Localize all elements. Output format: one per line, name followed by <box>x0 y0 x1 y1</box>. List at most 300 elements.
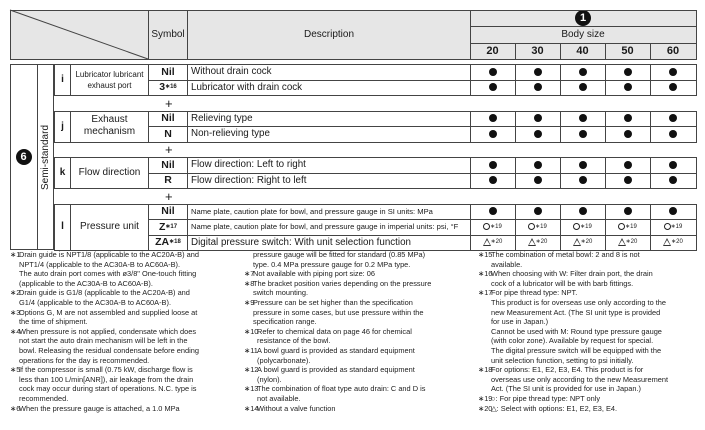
grid-line <box>470 157 471 188</box>
grid-line <box>148 235 697 236</box>
available-circle-icon <box>528 223 535 230</box>
footnote-line: A bowl guard is provided as standard equipment <box>257 345 415 355</box>
grid-line <box>605 111 606 142</box>
grid-line <box>560 64 561 95</box>
body-size-badge-cell <box>470 10 696 26</box>
availability-k-1-20 <box>470 173 515 189</box>
availability-k-1-50 <box>605 173 650 189</box>
footnote-line: the time of shipment. <box>19 317 88 327</box>
footnote <box>478 250 700 269</box>
body-size-30: 30 <box>531 45 544 57</box>
grid-line <box>696 157 697 188</box>
available-dot-icon <box>489 68 497 76</box>
footnote-line: pressure in some cases, but use pressure within the <box>253 307 424 317</box>
availability-i-0-30 <box>515 64 560 80</box>
symbol-k-0 <box>149 157 187 173</box>
symbol-code: Z <box>158 220 166 233</box>
available-dot-icon <box>489 83 497 91</box>
available-triangle-icon <box>663 238 671 246</box>
footnote-marker: ∗16 <box>478 269 493 279</box>
footnote-marker: ∗2 <box>10 288 21 298</box>
grid-line <box>187 204 188 251</box>
grid-line <box>10 10 11 59</box>
grid-line <box>148 111 149 142</box>
available-dot-icon <box>534 83 542 91</box>
available-dot-icon <box>669 68 677 76</box>
body-size-60: 60 <box>666 45 680 57</box>
body-size-20: 20 <box>486 45 499 57</box>
availability-l-2-30 <box>515 235 560 251</box>
footnote-line: When choosing with W: Filter drain port, the drain <box>491 269 653 279</box>
option-title-l: Pressure unit <box>80 220 139 232</box>
footnote-line: Drain guide is G1/8 (applicable to the AC20A-B) and <box>19 288 190 298</box>
description-i-1: Lubricator with drain cock <box>191 81 303 93</box>
availability-l-0-60 <box>650 204 696 220</box>
symbol-i-1 <box>149 80 187 96</box>
availability-i-1-60 <box>650 80 696 96</box>
footnote-line: Not available with piping port size: 06 <box>253 269 376 279</box>
footnote-line: (nylon). <box>257 374 282 384</box>
available-dot-icon <box>624 161 632 169</box>
footnote-marker: ∗7 <box>244 269 255 279</box>
grid-line <box>70 204 71 251</box>
availability-l-0-30 <box>515 204 560 220</box>
footnote-line: less than 100 L/min[ANR]), air leakage from the drain <box>19 374 194 384</box>
grid-line <box>470 204 471 251</box>
symbol-code: ZA <box>155 236 170 249</box>
group-separator-plus: + <box>165 142 173 157</box>
available-dot-icon <box>489 130 497 138</box>
availability-footnote-ref: ∗20 <box>580 239 593 246</box>
grid-line <box>54 142 697 143</box>
footnote-line: bowl. Releasing the residual condensate before ending <box>19 345 199 355</box>
footnote <box>10 308 236 327</box>
footnote-line: pressure gauge will be fitted for standard (0.85 MPa) <box>253 250 426 259</box>
availability-j-0-20 <box>470 111 515 127</box>
grid-line <box>54 204 55 251</box>
grid-line <box>148 204 149 251</box>
symbol-code: Nil <box>161 65 175 78</box>
grid-line <box>560 43 561 59</box>
availability-j-1-20 <box>470 126 515 142</box>
symbol-footnote-ref: ∗18 <box>169 239 181 246</box>
available-dot-icon <box>489 114 497 122</box>
footnote <box>244 269 470 279</box>
available-dot-icon <box>669 130 677 138</box>
grid-line <box>650 64 651 95</box>
footnote-line: (polycarbonate). <box>257 355 311 365</box>
grid-line <box>650 111 651 142</box>
footnote-line: Drain guide is NPT1/8 (applicable to the AC20A-B) and <box>19 250 199 259</box>
available-triangle-icon <box>483 238 491 246</box>
grid-line <box>148 10 149 59</box>
group-separator-plus: + <box>165 95 173 111</box>
grid-line <box>70 157 71 188</box>
footnote-marker: ∗11 <box>244 345 258 355</box>
grid-line <box>515 111 516 142</box>
footnote-marker: ∗18 <box>478 365 493 375</box>
available-dot-icon <box>534 114 542 122</box>
availability-k-0-20 <box>470 157 515 173</box>
symbol-code: Nil <box>161 112 175 125</box>
available-dot-icon <box>579 114 587 122</box>
available-circle-icon <box>664 223 671 230</box>
footnote-line: The combination of metal bowl: 2 and 8 is not <box>491 250 640 259</box>
footnote-marker: ∗10 <box>244 326 259 336</box>
option-title-j: Exhaust mechanism <box>83 114 136 137</box>
description-l-0: Name plate, caution plate for bowl, and pressure gauge in SI units: MPa <box>191 206 433 216</box>
symbol-code: N <box>164 127 172 140</box>
footnote-marker: ∗15 <box>478 250 493 259</box>
symbol-j-0 <box>149 111 187 127</box>
description-l-1: Name plate, caution plate for bowl, and pressure gauge in imperial units: psi, °F <box>191 222 459 232</box>
availability-i-0-60 <box>650 64 696 80</box>
grid-line <box>470 26 697 27</box>
grid-line <box>148 80 697 81</box>
availability-l-1-60 <box>650 219 696 235</box>
footnote-line: This product is for overseas use only according to the <box>491 297 667 307</box>
availability-l-1-50 <box>605 219 650 235</box>
footnote-line: (with color zone). Available by request for special. <box>491 336 654 346</box>
availability-l-2-20 <box>470 235 515 251</box>
available-dot-icon <box>579 176 587 184</box>
grid-line <box>560 204 561 251</box>
availability-i-0-40 <box>560 64 605 80</box>
available-dot-icon <box>669 176 677 184</box>
grid-line <box>54 64 697 65</box>
available-dot-icon <box>489 207 497 215</box>
section-label: Semi-standard <box>40 124 51 190</box>
footnote-line: for use in Japan.) <box>491 317 549 327</box>
availability-l-2-40 <box>560 235 605 251</box>
available-dot-icon <box>534 176 542 184</box>
footnote <box>244 384 470 403</box>
available-dot-icon <box>669 207 677 215</box>
grid-line <box>148 126 697 127</box>
description-i-0: Without drain cock <box>191 66 272 78</box>
available-dot-icon <box>579 68 587 76</box>
grid-line <box>470 64 471 95</box>
grid-line <box>515 64 516 95</box>
grid-line <box>650 204 651 251</box>
option-title-k: Flow direction <box>78 166 141 178</box>
grid-line <box>54 95 697 96</box>
description-header: Description <box>188 10 470 59</box>
grid-line <box>605 43 606 59</box>
grid-line <box>696 64 697 95</box>
availability-i-1-50 <box>605 80 650 96</box>
body-size-number-badge: 1 <box>575 10 591 26</box>
footnote-line: not available. <box>257 393 301 403</box>
footnote-marker: ∗8 <box>244 278 255 288</box>
available-dot-icon <box>579 130 587 138</box>
available-dot-icon <box>669 161 677 169</box>
grid-line <box>515 204 516 251</box>
available-dot-icon <box>534 68 542 76</box>
footnote <box>244 327 470 346</box>
description-l-2: Digital pressure switch: With unit selection function <box>191 236 411 248</box>
footnote-line: The digital pressure switch will be equipped with the <box>491 345 662 355</box>
description-k-1: Flow direction: Right to left <box>191 174 307 186</box>
footnote <box>10 365 236 403</box>
footnote-line: A bowl guard is provided as standard equipment <box>257 365 415 375</box>
availability-l-2-50 <box>605 235 650 251</box>
availability-j-1-60 <box>650 126 696 142</box>
symbol-l-2 <box>149 235 187 251</box>
grid-line <box>148 173 697 174</box>
footnote-line: If the compressor is small (0.75 kW, discharge flow is <box>19 365 193 375</box>
available-dot-icon <box>534 161 542 169</box>
availability-footnote-ref: ∗19 <box>625 223 637 230</box>
availability-i-0-20 <box>470 64 515 80</box>
grid-line <box>187 157 188 188</box>
grid-line <box>54 111 697 112</box>
footnote-line: The auto drain port comes with ø3/8" One-touch fitting <box>19 269 197 279</box>
availability-j-0-50 <box>605 111 650 127</box>
availability-l-0-40 <box>560 204 605 220</box>
availability-l-0-50 <box>605 204 650 220</box>
availability-footnote-ref: ∗19 <box>670 223 683 230</box>
footnote-marker: ∗6 <box>10 403 21 413</box>
available-dot-icon <box>669 83 677 91</box>
footnote-line: NPT1/4 (applicable to the AC30A-B to AC60A-B). <box>19 259 181 269</box>
available-dot-icon <box>624 68 632 76</box>
available-dot-icon <box>489 176 497 184</box>
symbol-code: Nil <box>161 158 175 171</box>
grid-line <box>54 157 697 158</box>
footnote-line: resistance of the bowl. <box>257 336 331 346</box>
group-separator-plus: + <box>165 188 173 204</box>
footnote-line: G1/4 (applicable to the AC30A-B to AC60A-B). <box>19 297 172 307</box>
grid-line <box>605 204 606 251</box>
footnote-line: operations for the day is recommended. <box>19 355 150 365</box>
footnote <box>244 404 470 414</box>
footnote <box>244 279 470 298</box>
footnote <box>478 269 700 288</box>
availability-i-1-40 <box>560 80 605 96</box>
description-j-0: Relieving type <box>191 112 253 124</box>
grid-line <box>187 64 188 95</box>
grid-line <box>605 157 606 188</box>
grid-line <box>54 157 55 188</box>
footnotes-col1 <box>10 250 236 413</box>
symbol-footnote-ref: ∗17 <box>165 223 178 230</box>
available-dot-icon <box>579 161 587 169</box>
option-key-j: j <box>61 120 64 132</box>
availability-i-1-30 <box>515 80 560 96</box>
body-size-40: 40 <box>576 45 589 57</box>
footnote-line: not start the auto drain mechanism will be left in the <box>19 336 188 346</box>
available-circle-icon <box>483 223 490 230</box>
availability-j-0-60 <box>650 111 696 127</box>
symbol-k-1 <box>149 173 187 189</box>
footnote <box>10 404 236 414</box>
footnote-marker: ∗9 <box>244 297 255 307</box>
symbol-i-0 <box>149 64 187 80</box>
availability-k-1-30 <box>515 173 560 189</box>
availability-footnote-ref: ∗20 <box>625 239 638 246</box>
available-circle-icon <box>573 223 580 230</box>
footnote-marker: ∗17 <box>478 288 493 298</box>
footnotes-col3 <box>478 250 700 413</box>
grid-line <box>54 111 55 142</box>
footnote <box>478 404 700 414</box>
available-dot-icon <box>534 207 542 215</box>
availability-j-1-30 <box>515 126 560 142</box>
availability-k-1-40 <box>560 173 605 189</box>
availability-l-1-20 <box>470 219 515 235</box>
available-circle-icon <box>618 223 625 230</box>
footnote <box>478 288 700 365</box>
footnote-marker: ∗13 <box>244 384 259 394</box>
footnote-line: cock may occur during start of operations. N.C. type is <box>19 384 197 394</box>
symbol-code: R <box>164 174 172 187</box>
footnote-marker: ∗3 <box>10 307 21 317</box>
available-dot-icon <box>579 207 587 215</box>
symbol-header: Symbol <box>149 10 187 59</box>
availability-j-0-40 <box>560 111 605 127</box>
footnote-line: When pressure is not applied, condensate which does <box>19 326 197 336</box>
body-size-50: 50 <box>621 45 634 57</box>
available-triangle-icon <box>618 238 626 246</box>
description-k-0: Flow direction: Left to right <box>191 159 306 171</box>
footnote-line: switch mounting. <box>253 288 309 298</box>
available-dot-icon <box>624 207 632 215</box>
grid-line <box>650 157 651 188</box>
availability-footnote-ref: ∗19 <box>535 223 547 230</box>
symbol-l-0 <box>149 204 187 220</box>
grid-line <box>515 43 516 59</box>
footnote <box>244 298 470 327</box>
footnote-line: △: Select with options: E1, E2, E3, E4. <box>491 403 618 413</box>
availability-j-0-30 <box>515 111 560 127</box>
footnote-line: The combination of float type auto drain: C and D is <box>257 384 426 394</box>
symbol-j-1 <box>149 126 187 142</box>
footnote-line: For pipe thread type: NPT. <box>491 288 578 298</box>
footnote-line: Act. (The SI unit is provided for use in Japan.) <box>491 384 641 394</box>
available-triangle-icon <box>573 238 581 246</box>
availability-l-2-60 <box>650 235 696 251</box>
symbol-l-1 <box>149 219 187 235</box>
grid-line <box>696 10 697 59</box>
grid-line <box>560 111 561 142</box>
grid-line <box>696 204 697 251</box>
option-title-i: Lubricator lubricant exhaust port <box>75 69 144 90</box>
footnote <box>478 394 700 404</box>
grid-line <box>650 43 651 59</box>
section-number-badge: 6 <box>16 149 32 165</box>
grid-line <box>696 111 697 142</box>
available-dot-icon <box>489 161 497 169</box>
grid-line <box>187 111 188 142</box>
availability-k-0-30 <box>515 157 560 173</box>
footnote-marker: ∗5 <box>10 365 21 375</box>
availability-j-1-40 <box>560 126 605 142</box>
grid-line <box>54 204 697 205</box>
footnote-line: When the pressure gauge is attached, a 1.0 MPa <box>19 403 180 413</box>
availability-k-0-60 <box>650 157 696 173</box>
footnote-line: Pressure can be set higher than the specification <box>253 297 413 307</box>
footnote-line: overseas use only according to the new Measurement <box>491 374 669 384</box>
footnote-marker: ∗20 <box>478 403 493 413</box>
grid-line <box>10 10 697 11</box>
available-dot-icon <box>579 83 587 91</box>
body-size-label: Body size <box>561 29 605 40</box>
grid-line <box>470 111 471 142</box>
symbol-code: 3 <box>159 81 166 94</box>
footnote-line: unit selection function, setting to psi initially. <box>491 355 634 365</box>
footnote-line: new Measurement Act. (The SI unit type is provided <box>491 307 661 317</box>
footnote-line: The bracket position varies depending on the pressure <box>253 278 432 288</box>
option-key-i: i <box>61 74 64 85</box>
availability-l-1-40 <box>560 219 605 235</box>
option-key-k: k <box>59 167 66 178</box>
footnote <box>244 346 470 365</box>
footnote-marker: ∗19 <box>478 393 493 403</box>
section-label-cell <box>37 64 54 250</box>
footnote-line: Without a valve function <box>257 403 336 413</box>
availability-k-1-60 <box>650 173 696 189</box>
availability-k-0-40 <box>560 157 605 173</box>
footnote-line: Options G, M are not assembled and supplied loose at <box>19 307 198 317</box>
symbol-code: Nil <box>161 205 175 218</box>
footnote <box>10 327 236 365</box>
availability-j-1-50 <box>605 126 650 142</box>
available-dot-icon <box>624 114 632 122</box>
description-j-1: Non-relieving type <box>191 128 270 140</box>
footnote-line: cock of a lubricator will be with barb fittings. <box>491 278 634 288</box>
availability-k-0-50 <box>605 157 650 173</box>
available-triangle-icon <box>528 238 536 246</box>
available-dot-icon <box>624 130 632 138</box>
grid-line <box>10 59 697 60</box>
grid-line <box>470 43 697 44</box>
footnote-line: recommended. <box>19 393 69 403</box>
footnote-line: For options: E1, E2, E3, E4. This product is for <box>491 365 644 375</box>
grid-line <box>470 10 471 59</box>
available-dot-icon <box>534 130 542 138</box>
grid-line <box>148 157 149 188</box>
footnote <box>478 365 700 394</box>
grid-line <box>515 157 516 188</box>
footnote-marker: ∗1 <box>10 250 21 259</box>
availability-footnote-ref: ∗20 <box>490 239 503 246</box>
footnote-marker: ∗4 <box>10 326 21 336</box>
footnote-line: Cannot be used with M: Round type pressure gauge <box>491 326 662 336</box>
grid-line <box>70 64 71 95</box>
grid-line <box>54 188 697 189</box>
footnote-line: available. <box>491 259 523 269</box>
footnote-line: ○: For pipe thread type: NPT only <box>491 393 601 403</box>
grid-line <box>187 10 188 59</box>
grid-line <box>605 64 606 95</box>
availability-l-1-30 <box>515 219 560 235</box>
availability-footnote-ref: ∗20 <box>671 239 683 246</box>
availability-footnote-ref: ∗19 <box>490 223 502 230</box>
option-key-l: l <box>61 221 64 233</box>
availability-i-1-20 <box>470 80 515 96</box>
availability-footnote-ref: ∗20 <box>535 239 548 246</box>
footnote-marker: ∗12 <box>244 365 259 375</box>
available-dot-icon <box>624 83 632 91</box>
footnote <box>10 250 236 288</box>
footnote-line: Refer to chemical data on page 46 for chemical <box>257 326 412 336</box>
symbol-footnote-ref: ∗16 <box>165 84 177 91</box>
grid-line <box>560 157 561 188</box>
footnote-marker: ∗14 <box>244 403 259 413</box>
grid-line <box>70 111 71 142</box>
footnote-line: (applicable to the AC30A-B to AC60A-B). <box>19 278 153 288</box>
